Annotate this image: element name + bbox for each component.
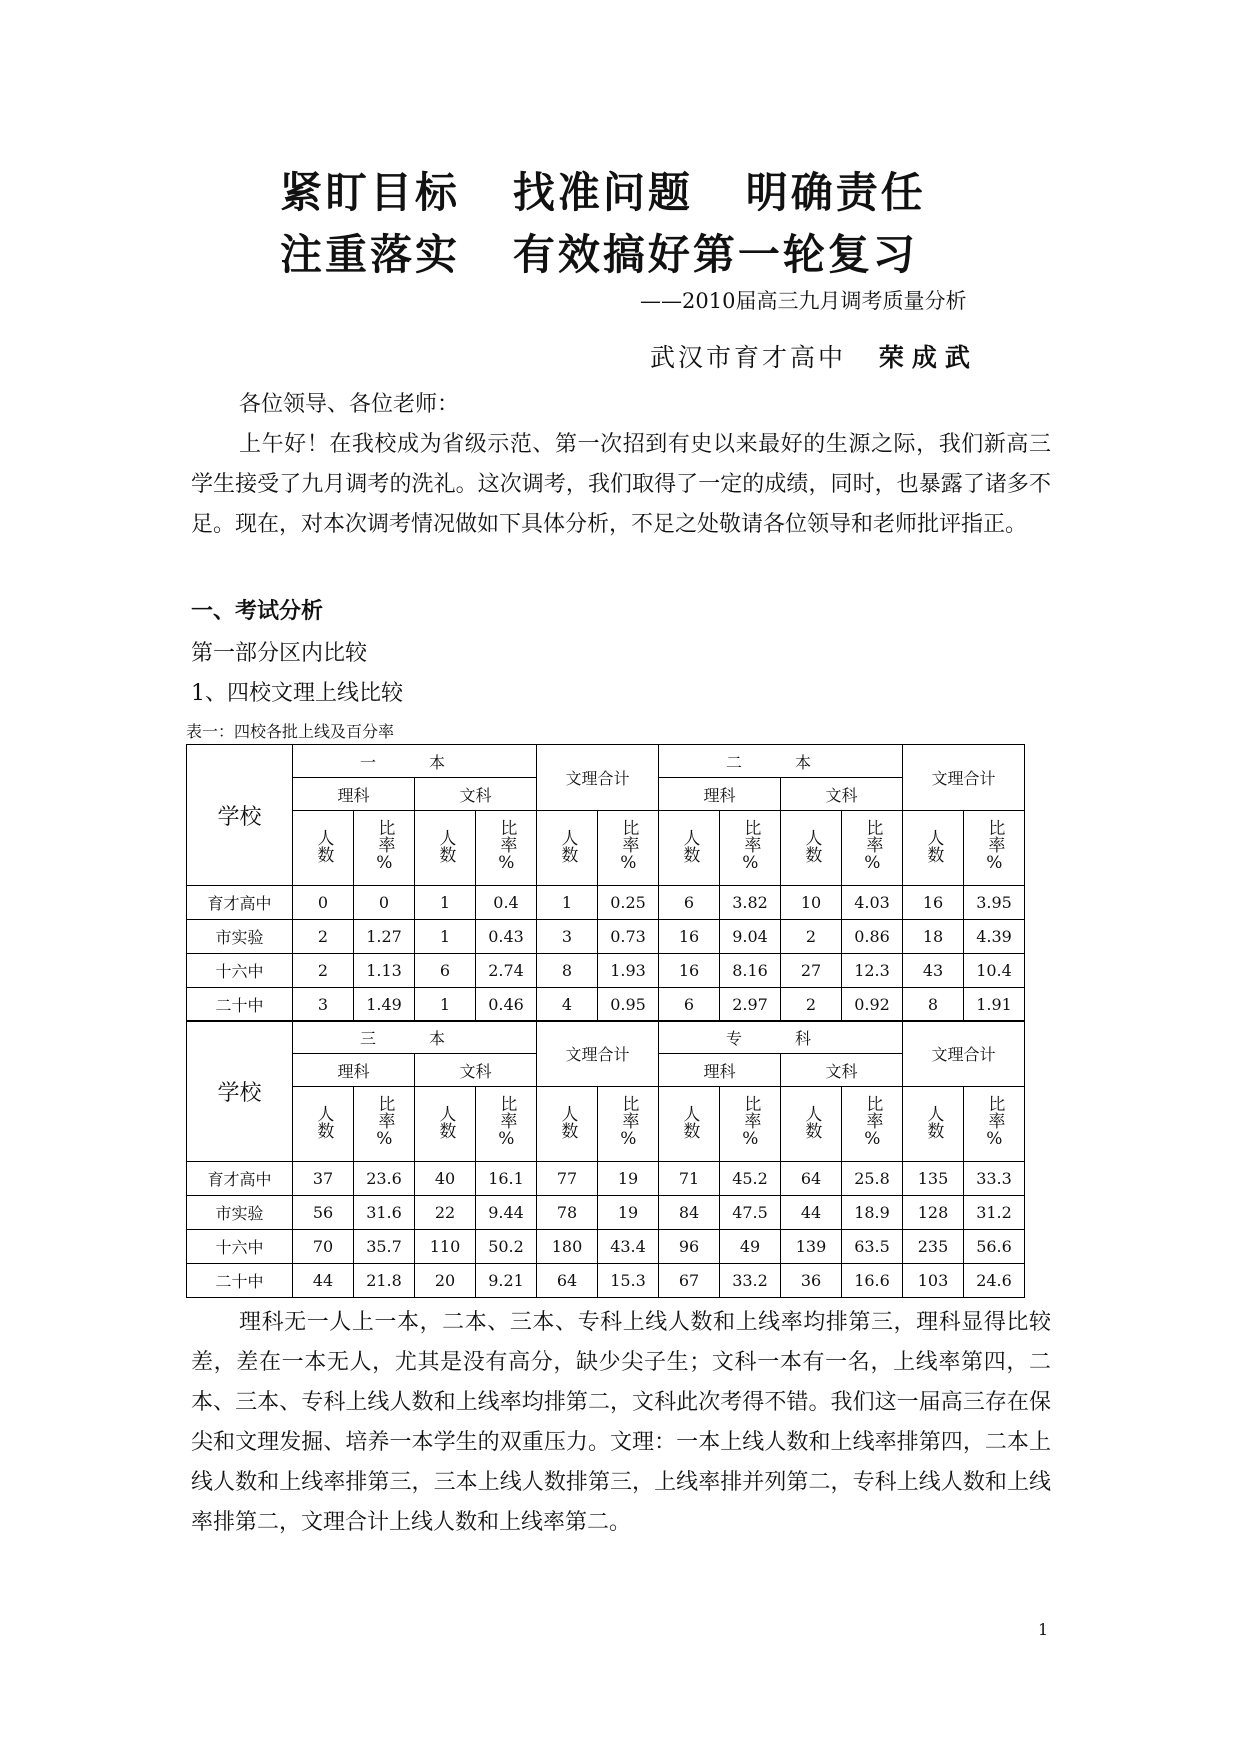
- value-cell: 1.93: [598, 954, 659, 988]
- value-cell: 12.3: [842, 954, 903, 988]
- arts-header: 文科: [415, 1054, 537, 1087]
- value-cell: 0.86: [842, 920, 903, 954]
- rate-header: 比率%: [598, 811, 659, 886]
- value-cell: 2: [293, 954, 354, 988]
- value-cell: 110: [415, 1230, 476, 1264]
- value-cell: 1.91: [964, 988, 1025, 1022]
- count-header: 人数: [537, 1087, 598, 1162]
- school-name-cell: 市实验: [187, 920, 293, 954]
- title-line-1: 紧盯目标 找准问题 明确责任: [280, 168, 926, 217]
- value-cell: 180: [537, 1230, 598, 1264]
- value-cell: 23.6: [354, 1162, 415, 1196]
- value-cell: 50.2: [476, 1230, 537, 1264]
- group-header-batch-2: 二 本: [659, 745, 903, 778]
- arts-header: 文科: [781, 778, 903, 811]
- count-header: 人数: [903, 1087, 964, 1162]
- value-cell: 40: [415, 1162, 476, 1196]
- rate-header: 比率%: [476, 811, 537, 886]
- value-cell: 2: [781, 988, 842, 1022]
- school-name-cell: 十六中: [187, 954, 293, 988]
- school-header: 学校: [187, 1021, 293, 1162]
- intro-paragraph: 上午好！在我校成为省级示范、第一次招到有史以来最好的生源之际，我们新高三学生接受了九月调考的洗礼。这次调考，我们取得了一定的成绩，同时，也暴露了诸多不足。现在，对本次调考情况做如下具体分析，不足之处敬请各位领导和老师批评指正。: [191, 432, 1051, 537]
- combined-header: 文理合计: [537, 745, 659, 811]
- count-header: 人数: [293, 1087, 354, 1162]
- value-cell: 0: [354, 886, 415, 920]
- section-heading: 一、考试分析: [191, 599, 324, 624]
- value-cell: 135: [903, 1162, 964, 1196]
- value-cell: 139: [781, 1230, 842, 1264]
- school-name-cell: 市实验: [187, 1196, 293, 1230]
- value-cell: 1: [415, 886, 476, 920]
- value-cell: 1: [415, 920, 476, 954]
- value-cell: 33.3: [964, 1162, 1025, 1196]
- school-name-cell: 育才高中: [187, 1162, 293, 1196]
- value-cell: 45.2: [720, 1162, 781, 1196]
- value-cell: 36: [781, 1264, 842, 1298]
- value-cell: 1.27: [354, 920, 415, 954]
- value-cell: 33.2: [720, 1264, 781, 1298]
- rate-header: 比率%: [354, 1087, 415, 1162]
- count-header: 人数: [293, 811, 354, 886]
- value-cell: 235: [903, 1230, 964, 1264]
- rate-header: 比率%: [354, 811, 415, 886]
- value-cell: 0.73: [598, 920, 659, 954]
- table-batch-1-2: [186, 744, 1025, 1022]
- count-header: 人数: [659, 811, 720, 886]
- value-cell: 0: [293, 886, 354, 920]
- table-row: [187, 1196, 1025, 1230]
- value-cell: 0.46: [476, 988, 537, 1022]
- value-cell: 27: [781, 954, 842, 988]
- author-line: [650, 338, 978, 374]
- value-cell: 10: [781, 886, 842, 920]
- rate-header: 比率%: [720, 811, 781, 886]
- value-cell: 18: [903, 920, 964, 954]
- value-cell: 35.7: [354, 1230, 415, 1264]
- value-cell: 3.95: [964, 886, 1025, 920]
- arts-header: 文科: [781, 1054, 903, 1087]
- value-cell: 78: [537, 1196, 598, 1230]
- value-cell: 1: [415, 988, 476, 1022]
- combined-header: 文理合计: [537, 1021, 659, 1087]
- value-cell: 16.1: [476, 1162, 537, 1196]
- table-row: [187, 988, 1025, 1022]
- value-cell: 6: [415, 954, 476, 988]
- count-header: 人数: [415, 811, 476, 886]
- table-row: [187, 1230, 1025, 1264]
- value-cell: 71: [659, 1162, 720, 1196]
- table-row: [187, 920, 1025, 954]
- value-cell: 9.04: [720, 920, 781, 954]
- value-cell: 20: [415, 1264, 476, 1298]
- author-school: 武汉市育才高中: [650, 343, 847, 372]
- value-cell: 3: [293, 988, 354, 1022]
- count-header: 人数: [781, 1087, 842, 1162]
- value-cell: 3.82: [720, 886, 781, 920]
- table-row: [187, 1264, 1025, 1298]
- group-header-zhuanke: 专 科: [659, 1021, 903, 1054]
- science-header: 理科: [293, 778, 415, 811]
- value-cell: 31.2: [964, 1196, 1025, 1230]
- value-cell: 128: [903, 1196, 964, 1230]
- rate-header: 比率%: [476, 1087, 537, 1162]
- value-cell: 84: [659, 1196, 720, 1230]
- rate-header: 比率%: [842, 1087, 903, 1162]
- value-cell: 16: [903, 886, 964, 920]
- subtitle: ——2010届高三九月调考质量分析: [640, 289, 967, 313]
- value-cell: 6: [659, 886, 720, 920]
- value-cell: 0.4: [476, 886, 537, 920]
- value-cell: 56: [293, 1196, 354, 1230]
- school-name-cell: 育才高中: [187, 886, 293, 920]
- value-cell: 8: [903, 988, 964, 1022]
- value-cell: 4: [537, 988, 598, 1022]
- science-header: 理科: [659, 1054, 781, 1087]
- value-cell: 16: [659, 920, 720, 954]
- rate-header: 比率%: [964, 811, 1025, 886]
- value-cell: 56.6: [964, 1230, 1025, 1264]
- value-cell: 0.95: [598, 988, 659, 1022]
- science-header: 理科: [659, 778, 781, 811]
- value-cell: 103: [903, 1264, 964, 1298]
- part-heading: 第一部分区内比较: [191, 641, 368, 666]
- table-caption: 表一：四校各批上线及百分率: [186, 722, 395, 741]
- value-cell: 3: [537, 920, 598, 954]
- value-cell: 64: [537, 1264, 598, 1298]
- value-cell: 64: [781, 1162, 842, 1196]
- value-cell: 0.25: [598, 886, 659, 920]
- value-cell: 22: [415, 1196, 476, 1230]
- greeting: 各位领导、各位老师：: [239, 392, 460, 417]
- arts-header: 文科: [415, 778, 537, 811]
- value-cell: 2: [781, 920, 842, 954]
- rate-header: 比率%: [842, 811, 903, 886]
- value-cell: 49: [720, 1230, 781, 1264]
- group-header-batch-1: 一 本: [293, 745, 537, 778]
- school-name-cell: 二十中: [187, 988, 293, 1022]
- school-header: 学校: [187, 745, 293, 886]
- author-name: 荣成武: [878, 343, 978, 372]
- value-cell: 67: [659, 1264, 720, 1298]
- combined-header: 文理合计: [903, 745, 1025, 811]
- group-header-batch-3: 三 本: [293, 1021, 537, 1054]
- value-cell: 4.03: [842, 886, 903, 920]
- value-cell: 2: [293, 920, 354, 954]
- value-cell: 16.6: [842, 1264, 903, 1298]
- school-name-cell: 二十中: [187, 1264, 293, 1298]
- value-cell: 21.8: [354, 1264, 415, 1298]
- rate-header: 比率%: [964, 1087, 1025, 1162]
- table-batch-3-zhuanke: [186, 1020, 1025, 1298]
- value-cell: 18.9: [842, 1196, 903, 1230]
- value-cell: 8: [537, 954, 598, 988]
- value-cell: 96: [659, 1230, 720, 1264]
- value-cell: 2.97: [720, 988, 781, 1022]
- value-cell: 25.8: [842, 1162, 903, 1196]
- value-cell: 0.92: [842, 988, 903, 1022]
- count-header: 人数: [537, 811, 598, 886]
- value-cell: 63.5: [842, 1230, 903, 1264]
- value-cell: 31.6: [354, 1196, 415, 1230]
- analysis-paragraph: 理科无一人上一本，二本、三本、专科上线人数和上线率均排第三，理科显得比较差，差在一本无人，尤其是没有高分，缺少尖子生；文科一本有一名，上线率第四，二本、三本、专科上线人数和上线率均排第二，文科此次考得不错。我们这一届高三存在保尖和文理发掘、培养一本学生的双重压力。文理：一本上线人数和上线率排第四，二本上线人数和上线率排第三，三本上线人数排第三，上线率排并列第二，专科上线人数和上线率排第二，文理合计上线人数和上线率第二。: [191, 1310, 1051, 1535]
- value-cell: 10.4: [964, 954, 1025, 988]
- value-cell: 4.39: [964, 920, 1025, 954]
- table-row: [187, 954, 1025, 988]
- value-cell: 19: [598, 1196, 659, 1230]
- value-cell: 44: [781, 1196, 842, 1230]
- page-number: 1: [1038, 1620, 1049, 1639]
- table-row: [187, 886, 1025, 920]
- sub-heading: 1、四校文理上线比较: [191, 681, 403, 706]
- value-cell: 0.43: [476, 920, 537, 954]
- value-cell: 9.44: [476, 1196, 537, 1230]
- rate-header: 比率%: [720, 1087, 781, 1162]
- value-cell: 70: [293, 1230, 354, 1264]
- value-cell: 1.49: [354, 988, 415, 1022]
- table-row: [187, 1162, 1025, 1196]
- rate-header: 比率%: [598, 1087, 659, 1162]
- value-cell: 77: [537, 1162, 598, 1196]
- count-header: 人数: [903, 811, 964, 886]
- value-cell: 37: [293, 1162, 354, 1196]
- combined-header: 文理合计: [903, 1021, 1025, 1087]
- value-cell: 6: [659, 988, 720, 1022]
- value-cell: 2.74: [476, 954, 537, 988]
- title-line-2: 注重落实 有效搞好第一轮复习: [280, 230, 918, 279]
- value-cell: 44: [293, 1264, 354, 1298]
- value-cell: 1.13: [354, 954, 415, 988]
- value-cell: 1: [537, 886, 598, 920]
- count-header: 人数: [659, 1087, 720, 1162]
- school-name-cell: 十六中: [187, 1230, 293, 1264]
- value-cell: 15.3: [598, 1264, 659, 1298]
- count-header: 人数: [781, 811, 842, 886]
- value-cell: 19: [598, 1162, 659, 1196]
- count-header: 人数: [415, 1087, 476, 1162]
- science-header: 理科: [293, 1054, 415, 1087]
- value-cell: 43.4: [598, 1230, 659, 1264]
- value-cell: 8.16: [720, 954, 781, 988]
- value-cell: 16: [659, 954, 720, 988]
- value-cell: 9.21: [476, 1264, 537, 1298]
- value-cell: 24.6: [964, 1264, 1025, 1298]
- value-cell: 43: [903, 954, 964, 988]
- value-cell: 47.5: [720, 1196, 781, 1230]
